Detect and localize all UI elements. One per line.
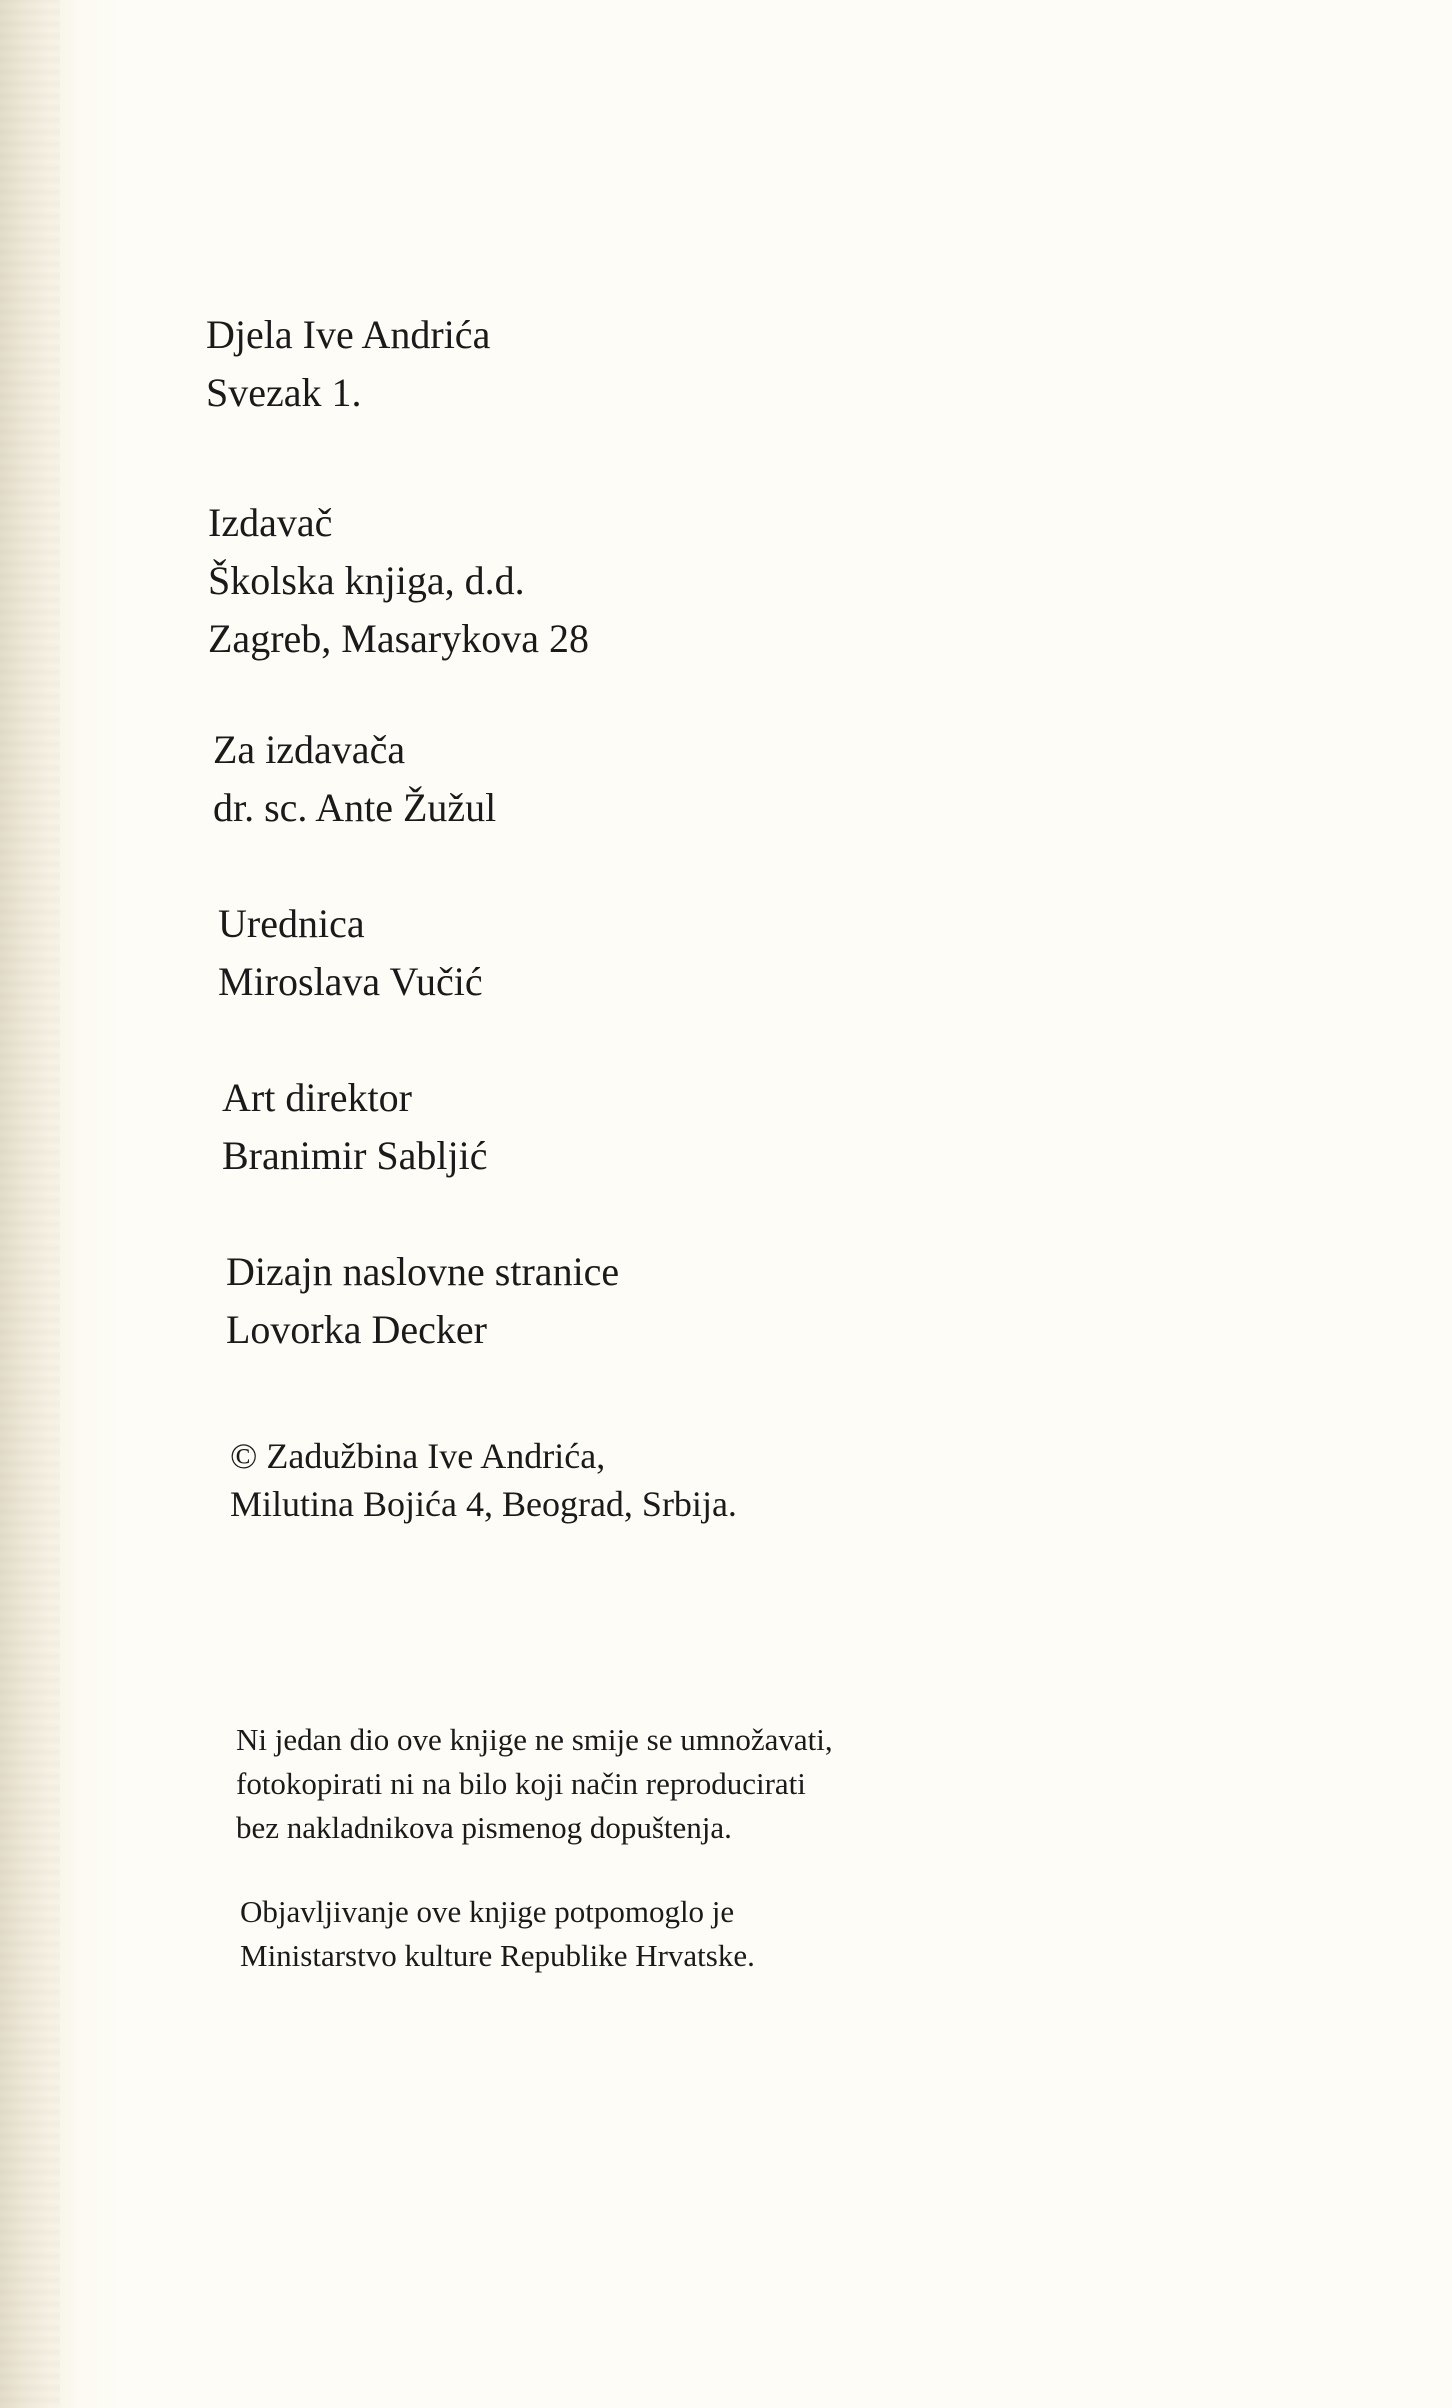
art-director-section [222,1069,488,1185]
rights-notice-line-2: fotokopirati ni na bilo koji način reproducirati [236,1766,806,1801]
series-section [206,306,490,422]
rights-notice-line-3: bez nakladnikova pismenog dopuštenja. [236,1810,732,1845]
cover-design-label: Dizajn naslovne stranice [226,1249,620,1294]
for-publisher-section [213,721,496,837]
page-gutter-shadow [0,0,60,2408]
for-publisher-name: dr. sc. Ante Žužul [213,785,497,830]
copyright-line-1: © Zadužbina Ive Andrića, [230,1436,606,1476]
editor-section [218,895,483,1011]
art-director-label: Art direktor [222,1075,412,1120]
rights-notice [236,1718,833,1850]
publisher-address: Zagreb, Masarykova 28 [208,616,589,661]
series-title: Djela Ive Andrića [206,312,491,357]
publisher-label: Izdavač [208,500,333,545]
copyright-line-2: Milutina Bojića 4, Beograd, Srbija. [230,1484,737,1524]
support-notice [240,1890,755,1978]
support-notice-line-1: Objavljivanje ove knjige potpomoglo je [240,1894,735,1929]
publisher-section [208,494,589,668]
copyright-section [230,1432,737,1528]
series-volume: Svezak 1. [206,370,362,415]
cover-design-section [226,1243,619,1359]
rights-notice-line-1: Ni jedan dio ove knjige ne smije se umnožavati, [236,1722,833,1757]
for-publisher-label: Za izdavača [213,727,406,772]
cover-design-name: Lovorka Decker [226,1307,487,1352]
editor-name: Miroslava Vučić [218,959,483,1004]
editor-label: Urednica [218,901,365,946]
art-director-name: Branimir Sabljić [222,1133,488,1178]
support-notice-line-2: Ministarstvo kulture Republike Hrvatske. [240,1938,755,1973]
publisher-name: Školska knjiga, d.d. [208,558,525,603]
